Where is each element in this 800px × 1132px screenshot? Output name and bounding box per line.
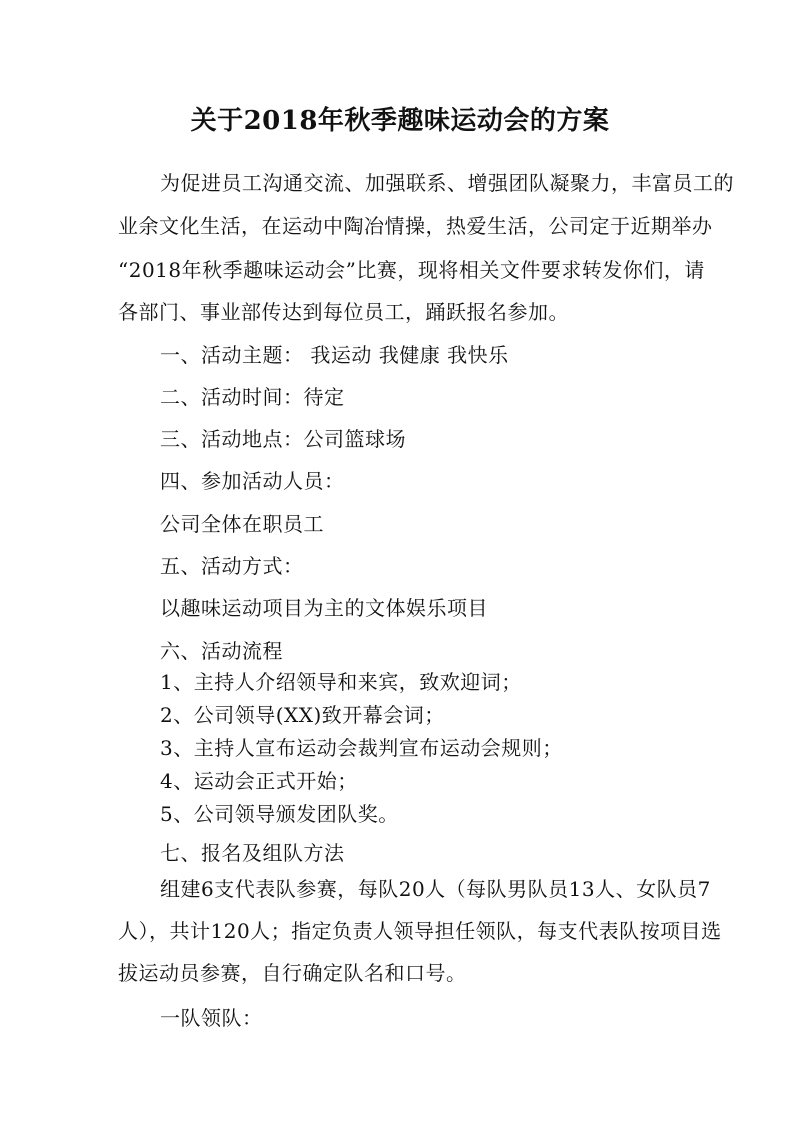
- signup-line-3: 拔运动员参赛，自行确定队名和口号。: [118, 961, 467, 985]
- intro-line-3: “2018年秋季趣味运动会”比赛，现将相关文件要求转发你们，请: [118, 258, 705, 282]
- document-title: 关于2018年秋季趣味运动会的方案: [190, 106, 610, 136]
- section-time: 二、活动时间：待定: [160, 385, 345, 409]
- intro-line-1: 为促进员工沟通交流、加强联系、增强团队凝聚力，丰富员工的: [160, 171, 734, 195]
- section-participants: 公司全体在职员工: [160, 512, 324, 536]
- section-method: 以趣味运动项目为主的文体娱乐项目: [160, 596, 488, 620]
- section-place: 三、活动地点：公司篮球场: [160, 427, 406, 451]
- section-signup-heading: 七、报名及组队方法: [160, 841, 345, 865]
- process-step-4: 4、运动会正式开始；: [160, 769, 358, 793]
- intro-line-4: 各部门、事业部传达到每位员工，踊跃报名参加。: [118, 300, 569, 324]
- intro-line-2: 业余文化生活，在运动中陶冶情操，热爱生活，公司定于近期举办: [118, 214, 713, 238]
- process-step-2: 2、公司领导(XX)致开幕会词；: [160, 703, 445, 727]
- signup-line-1: 组建6支代表队参赛，每队20人（每队男队员13人、女队员7: [160, 877, 711, 901]
- process-step-3: 3、主持人宣布运动会裁判宣布运动会规则；: [160, 736, 563, 760]
- section-theme: 一、活动主题： 我运动 我健康 我快乐: [160, 343, 509, 367]
- signup-line-2: 人），共计120人；指定负责人领导担任领队，每支代表队按项目选: [118, 919, 722, 943]
- process-step-1: 1、主持人介绍领导和来宾，致欢迎词；: [160, 670, 522, 694]
- section-method-heading: 五、活动方式：: [160, 554, 304, 578]
- process-step-5: 5、公司领导颁发团队奖。: [160, 802, 399, 826]
- section-process-heading: 六、活动流程: [160, 639, 283, 663]
- section-participants-heading: 四、参加活动人员：: [160, 469, 345, 493]
- team-leader-label: 一队领队：: [160, 1006, 263, 1030]
